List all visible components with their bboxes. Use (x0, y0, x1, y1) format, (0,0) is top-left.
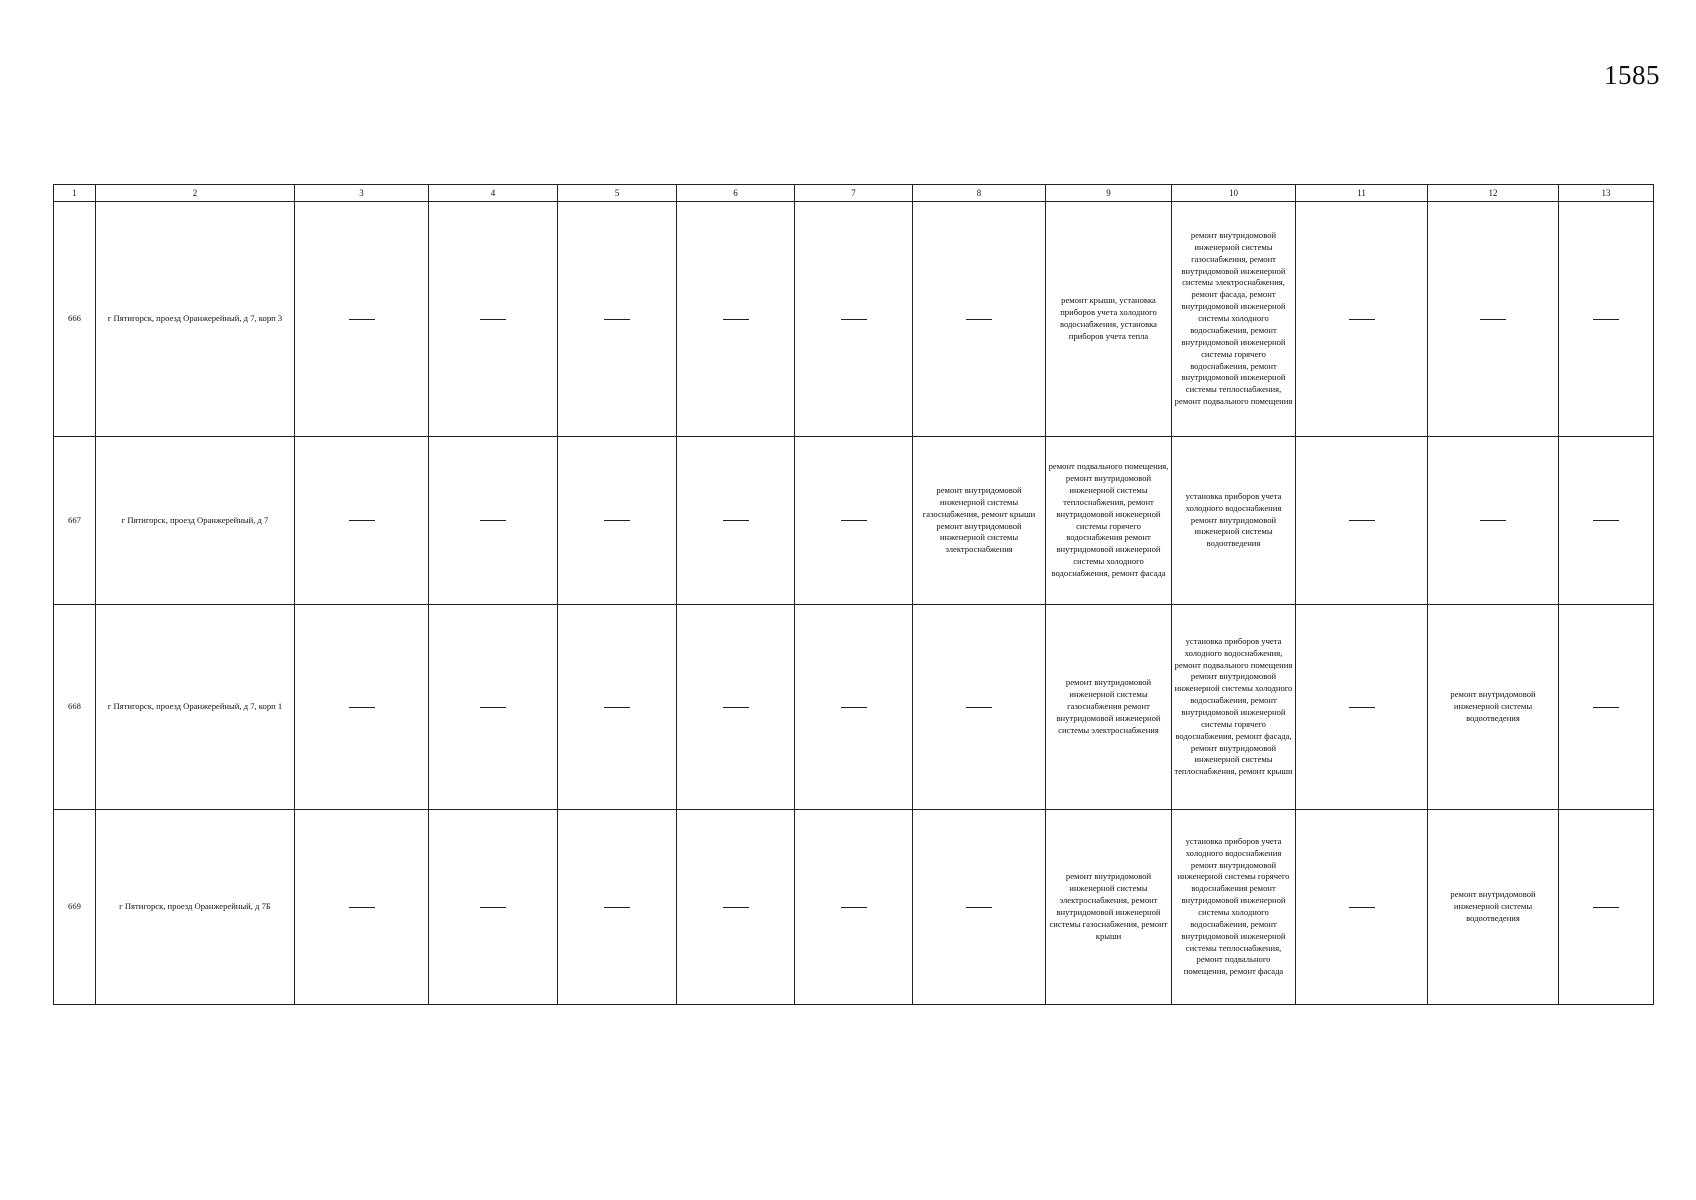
empty-cell (795, 810, 913, 1005)
dash-mark (1593, 319, 1619, 320)
empty-cell (295, 605, 429, 810)
row-number: 669 (54, 810, 96, 1005)
dash-mark (480, 707, 506, 708)
empty-cell (558, 202, 677, 437)
column-number: 13 (1559, 185, 1654, 202)
empty-cell (429, 202, 558, 437)
dash-mark (604, 520, 630, 521)
address-cell: г Пятигорск, проезд Оранжерейный, д 7 (96, 437, 295, 605)
empty-cell (295, 810, 429, 1005)
dash-mark (723, 319, 749, 320)
works-cell: установка приборов учета холодного водоснабжения, ремонт подвального помещения ремонт внутридомовой инженерной системы холодного водоснабжения, ремонт внутридомовой инженерной системы горячего водоснабжения, ремонт фасада, ремонт внутридомовой инженерной системы теплоснабжения, ремонт крыши (1172, 605, 1296, 810)
dash-mark (723, 907, 749, 908)
works-cell: ремонт внутридомовой инженерной системы водоотведения (1428, 810, 1559, 1005)
works-cell: ремонт внутридомовой инженерной системы газоснабжения ремонт внутридомовой инженерной системы электроснабжения (1046, 605, 1172, 810)
empty-cell (677, 605, 795, 810)
dash-mark (841, 319, 867, 320)
empty-cell (429, 605, 558, 810)
empty-cell (1559, 605, 1654, 810)
address-cell: г Пятигорск, проезд Оранжерейный, д 7, корп 1 (96, 605, 295, 810)
empty-cell (1296, 810, 1428, 1005)
empty-cell (558, 810, 677, 1005)
empty-cell (677, 437, 795, 605)
empty-cell (677, 810, 795, 1005)
empty-cell (1559, 810, 1654, 1005)
dash-mark (1593, 907, 1619, 908)
column-number: 3 (295, 185, 429, 202)
dash-mark (480, 319, 506, 320)
works-cell: ремонт внутридомовой инженерной системы электроснабжения, ремонт внутридомовой инженерной системы газоснабжения, ремонт крыши (1046, 810, 1172, 1005)
dash-mark (841, 707, 867, 708)
empty-cell (558, 605, 677, 810)
dash-mark (604, 319, 630, 320)
dash-mark (966, 707, 992, 708)
column-number: 7 (795, 185, 913, 202)
dash-mark (966, 907, 992, 908)
table-row (54, 437, 1654, 605)
column-number: 5 (558, 185, 677, 202)
empty-cell (1428, 202, 1559, 437)
dash-mark (841, 907, 867, 908)
empty-cell (1428, 437, 1559, 605)
dash-mark (349, 520, 375, 521)
dash-mark (1593, 520, 1619, 521)
empty-cell (913, 810, 1046, 1005)
dash-mark (966, 319, 992, 320)
column-number: 1 (54, 185, 96, 202)
page-number: 1585 (1604, 60, 1660, 90)
empty-cell (1296, 437, 1428, 605)
works-cell: установка приборов учета холодного водоснабжения ремонт внутридомовой инженерной системы горячего водоснабжения ремонт внутридомовой инженерной системы холодного водоснабжения, ремонт внутридомовой инженерной системы теплоснабжения, ремонт подвального помещения, ремонт фасада (1172, 810, 1296, 1005)
address-cell: г Пятигорск, проезд Оранжерейный, д 7Б (96, 810, 295, 1005)
empty-cell (1559, 202, 1654, 437)
dash-mark (1593, 707, 1619, 708)
empty-cell (795, 437, 913, 605)
column-number: 12 (1428, 185, 1559, 202)
dash-mark (349, 907, 375, 908)
dash-mark (1349, 319, 1375, 320)
works-cell: установка приборов учета холодного водоснабжения ремонт внутридомовой инженерной системы водоотведения (1172, 437, 1296, 605)
works-cell: ремонт внутридомовой инженерной системы газоснабжения, ремонт крыши ремонт внутридомовой инженерной системы электроснабжения (913, 437, 1046, 605)
empty-cell (429, 437, 558, 605)
empty-cell (795, 202, 913, 437)
table-row (54, 202, 1654, 437)
dash-mark (349, 707, 375, 708)
dash-mark (480, 520, 506, 521)
works-cell: ремонт подвального помещения, ремонт внутридомовой инженерной системы теплоснабжения, ремонт внутридомовой инженерной системы горячего водоснабжения ремонт внутридомовой инженерной системы холодного водоснабжения, ремонт фасада (1046, 437, 1172, 605)
empty-cell (429, 810, 558, 1005)
row-number: 667 (54, 437, 96, 605)
dash-mark (1480, 319, 1506, 320)
empty-cell (795, 605, 913, 810)
empty-cell (558, 437, 677, 605)
empty-cell (1296, 202, 1428, 437)
column-number: 9 (1046, 185, 1172, 202)
empty-cell (295, 202, 429, 437)
works-cell: ремонт крыши, установка приборов учета холодного водоснабжения, установка приборов учета тепла (1046, 202, 1172, 437)
dash-mark (604, 707, 630, 708)
row-number: 668 (54, 605, 96, 810)
dash-mark (723, 707, 749, 708)
dash-mark (604, 907, 630, 908)
dash-mark (841, 520, 867, 521)
table-row (54, 605, 1654, 810)
dash-mark (1349, 520, 1375, 521)
column-number: 6 (677, 185, 795, 202)
repair-schedule-table (53, 184, 1654, 1005)
row-number: 666 (54, 202, 96, 437)
works-cell: ремонт внутридомовой инженерной системы водоотведения (1428, 605, 1559, 810)
dash-mark (1349, 707, 1375, 708)
dash-mark (480, 907, 506, 908)
empty-cell (295, 437, 429, 605)
empty-cell (913, 605, 1046, 810)
column-number: 2 (96, 185, 295, 202)
column-number: 4 (429, 185, 558, 202)
empty-cell (677, 202, 795, 437)
empty-cell (1559, 437, 1654, 605)
dash-mark (349, 319, 375, 320)
column-number: 10 (1172, 185, 1296, 202)
column-number: 11 (1296, 185, 1428, 202)
empty-cell (913, 202, 1046, 437)
column-number: 8 (913, 185, 1046, 202)
dash-mark (723, 520, 749, 521)
dash-mark (1480, 520, 1506, 521)
dash-mark (1349, 907, 1375, 908)
table-row (54, 810, 1654, 1005)
address-cell: г Пятигорск, проезд Оранжерейный, д 7, корп 3 (96, 202, 295, 437)
column-number-row (54, 185, 1654, 202)
works-cell: ремонт внутридомовой инженерной системы газоснабжения, ремонт внутридомовой инженерной системы электроснабжения, ремонт фасада, ремонт внутридомовой инженерной системы холодного водоснабжения, ремонт внутридомовой инженерной системы горячего водоснабжения, ремонт внутридомовой инженерной системы теплоснабжения, ремонт подвального помещения (1172, 202, 1296, 437)
empty-cell (1296, 605, 1428, 810)
